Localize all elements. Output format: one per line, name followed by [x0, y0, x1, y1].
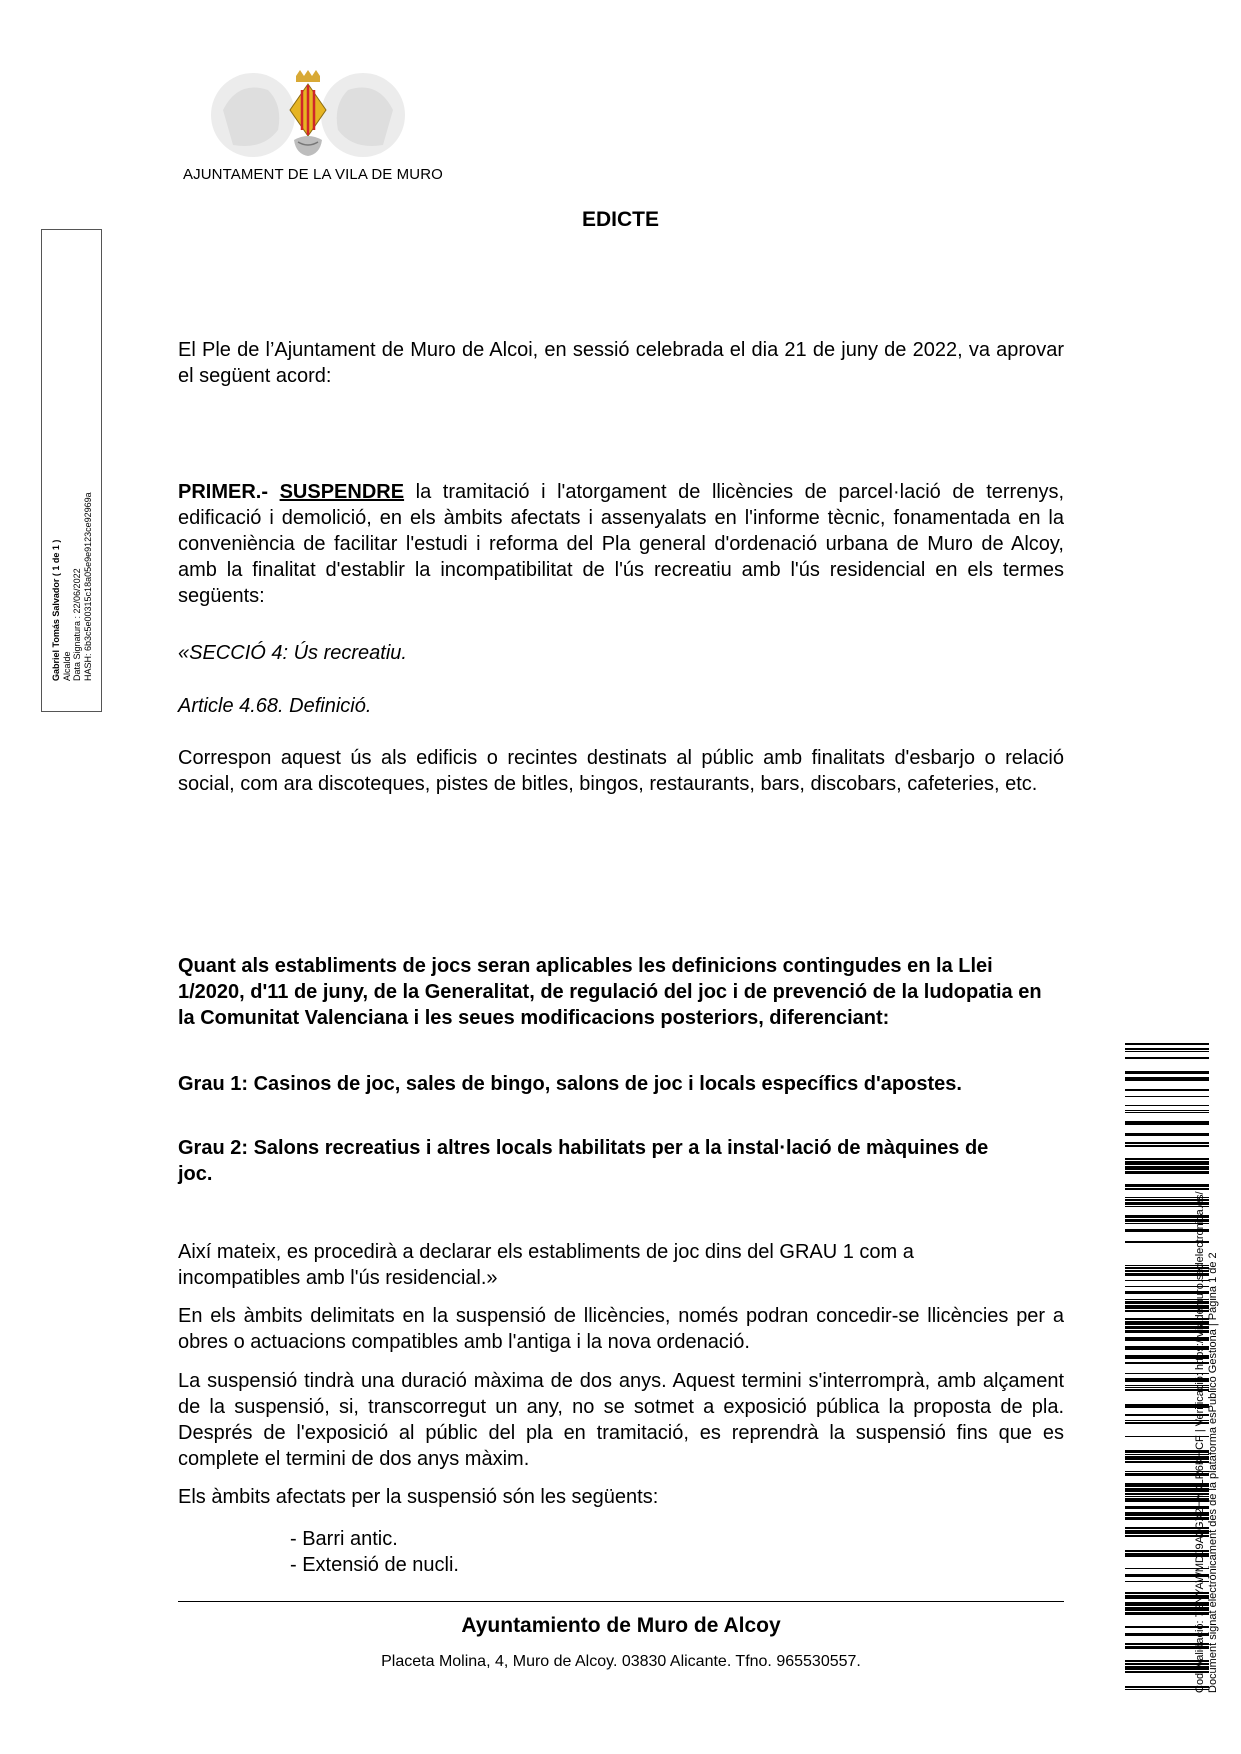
article-heading: Article 4.68. Definició.: [178, 695, 372, 717]
coat-of-arms-icon: [208, 70, 408, 165]
footer-divider: [178, 1601, 1064, 1602]
list-item: - Extensió de nucli.: [290, 1554, 459, 1576]
signer-role: Alcalde: [61, 650, 71, 681]
signer-name: Gabriel Tomás Salvador ( 1 de 1 ): [50, 539, 61, 681]
validation-text: [1194, 1033, 1220, 1693]
signature-date: Data Signatura : 22/06/2022: [71, 567, 82, 681]
aixi-paragraph: Així mateix, es procedirà a declarar els establiments de joc dins del GRAU 1 com a incompatibles amb l'ús residencial.»: [178, 1241, 914, 1289]
grau2-paragraph: Grau 2: Salons recreatius i altres locals habilitats per a la instal·lació de màquines de joc.: [178, 1137, 989, 1185]
footer-organization: Ayuntamiento de Muro de Alcoy: [461, 1614, 781, 1637]
afectats-paragraph: Els àmbits afectats per la suspensió són les següents:: [178, 1486, 659, 1508]
intro-paragraph: El Ple de l’Ajuntament de Muro de Alcoi, en sessió celebrada el dia 21 de juny de 2022, va aprovar el següent acord:: [178, 339, 1064, 387]
primer-keyword: SUSPENDRE: [279, 481, 405, 503]
primer-text: la tramitació i l'atorgament de llicències de parcel·lació de terrenys, edificació i demolició, en els àmbits afectats i assenyalats en l'informe tècnic, fonamentada en la conveniència de facilitar l'estudi i reforma del Pla general d'ordenació urbana de Muro de Alcoy, amb la finalitat d'establir la incompatibilitat de l'ús recreatiu amb l'ús residencial en els termes següents:: [178, 481, 1064, 607]
logo-caption: AJUNTAMENT DE LA VILA DE MURO: [183, 166, 443, 183]
seccio-heading: «SECCIÓ 4: Ús recreatiu.: [178, 642, 407, 664]
signature-box: [41, 229, 102, 712]
primer-label: PRIMER.-: [178, 481, 268, 503]
footer-address: Placeta Molina, 4, Muro de Alcoy. 03830 Alicante. Tfno. 965530557.: [381, 1653, 861, 1670]
grau1-paragraph: Grau 1: Casinos de joc, sales de bingo, salons de joc i locals específics d'apostes.: [178, 1073, 962, 1095]
signature-text: [51, 261, 93, 681]
document-title: EDICTE: [581, 208, 659, 231]
municipal-logo: [183, 70, 443, 190]
primer-paragraph: [178, 479, 1064, 609]
definition-paragraph: Correspon aquest ús als edificis o recintes destinats al públic amb finalitats d'esbarjo o relació social, com ara discoteques, pistes de bitles, bingos, restaurants, bars, discobars, cafeteries, etc.: [178, 747, 1064, 795]
ambits-paragraph: En els àmbits delimitats en la suspensió de llicències, només podran concedir-se llicències per a obres o actuacions compatibles amb l'antiga i la nova ordenació.: [178, 1305, 1064, 1353]
list-item: - Barri antic.: [290, 1528, 398, 1550]
validation-line-2: Document signat electrònicament des de la plataforma esPublico Gestiona | Pàgina 1 de 2: [1207, 1252, 1219, 1693]
validation-line-1: Codi Validació: 7SNYAWMDJ9A2GX2HYKLR6KHCF | Verificació: https://vilademuro.sedelectronica.es/: [1194, 1191, 1206, 1693]
durada-paragraph: La suspensió tindrà una duració màxima de dos anys. Aquest termini s'interromprà, amb alçament de la suspensió, si, transcorregut un any, no se sotmet a exposició pública la proposta de pla. Després de l'exposició al públic del pla en tramitació, es reprendrà la suspensió fins que es complete el termini de dos anys màxim.: [178, 1370, 1064, 1470]
jocs-paragraph: Quant als establiments de jocs seran aplicables les definicions contingudes en la Llei 1/2020, d'11 de juny, de la Generalitat, de regulació del joc i de prevenció de la ludopatia en la Comunitat Valenciana i les seues modificacions posteriors, diferenciant:: [178, 955, 1042, 1029]
signature-hash: HASH: 6b3c5e00315c18a05e9e9123ce92969a: [82, 491, 92, 681]
